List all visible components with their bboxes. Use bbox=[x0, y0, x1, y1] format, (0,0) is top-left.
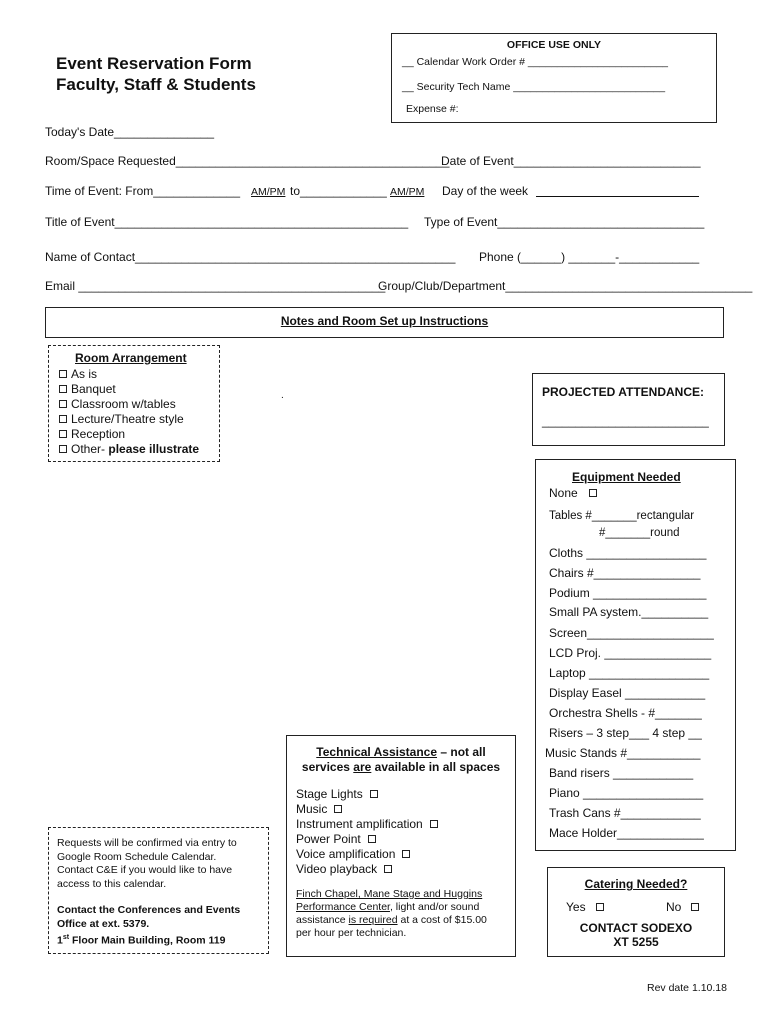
todays-date-field[interactable]: Today's Date_______________ bbox=[45, 125, 215, 139]
tech-power-point[interactable]: Power Point bbox=[296, 832, 442, 847]
room-arrangement-heading: Room Arrangement bbox=[75, 351, 187, 365]
tech-video-playback[interactable]: Video playback bbox=[296, 862, 442, 877]
catering-heading: Catering Needed? bbox=[584, 877, 688, 891]
room-space-field[interactable]: Room/Space Requested_________________________________________ bbox=[45, 154, 450, 168]
checkbox-icon[interactable] bbox=[384, 865, 392, 873]
requests-contact: Contact the Conferences and Events Office at ext. 5379. 1st Floor Main Building, Room 119 bbox=[57, 904, 241, 947]
technical-subheading: services are available in all spaces bbox=[301, 760, 501, 774]
attendance-heading: PROJECTED ATTENDANCE: bbox=[542, 385, 705, 399]
attendance-box[interactable] bbox=[532, 373, 725, 446]
technical-note: Finch Chapel, Mane Stage and Huggins Performance Center, light and/or sound assistance is required at a cost of $15.00 per hour per technician. bbox=[296, 888, 487, 939]
office-row-calendar: __ Calendar Work Order # ________________________ bbox=[402, 56, 669, 68]
arrangement-reception[interactable]: Reception bbox=[57, 427, 199, 442]
equipment-item[interactable]: Mace Holder_____________ bbox=[549, 826, 704, 840]
tech-music[interactable]: Music bbox=[296, 802, 442, 817]
checkbox-icon[interactable] bbox=[368, 835, 376, 843]
catering-no[interactable]: No bbox=[666, 900, 703, 914]
technical-heading: Technical Assistance – not all bbox=[316, 745, 486, 759]
room-arrangement-list bbox=[57, 367, 199, 457]
type-of-event-field[interactable]: Type of Event_______________________________ bbox=[424, 215, 705, 229]
equipment-tables-rect[interactable]: Tables #_______rectangular bbox=[549, 510, 695, 522]
stray-mark: . bbox=[281, 390, 284, 401]
arrangement-lecture[interactable]: Lecture/Theatre style bbox=[57, 412, 199, 427]
checkbox-icon[interactable] bbox=[402, 850, 410, 858]
equipment-item[interactable]: Trash Cans #____________ bbox=[549, 806, 701, 820]
phone-field[interactable]: Phone (______) _______-____________ bbox=[479, 250, 700, 264]
notes-box[interactable] bbox=[45, 307, 724, 338]
rev-date: Rev date 1.10.18 bbox=[647, 982, 727, 994]
tech-instrument-amp[interactable]: Instrument amplification bbox=[296, 817, 442, 832]
equipment-item[interactable]: Chairs #________________ bbox=[549, 566, 701, 580]
requests-text: Requests will be confirmed via entry to Google Room Schedule Calendar. Contact C&E if you would like to have access to this calendar. bbox=[57, 837, 237, 890]
equipment-item[interactable]: Laptop __________________ bbox=[549, 666, 710, 680]
catering-box bbox=[547, 867, 725, 957]
arrangement-other[interactable]: Other- please illustrate bbox=[57, 442, 199, 457]
equipment-item[interactable]: Music Stands #___________ bbox=[545, 746, 701, 760]
technical-list bbox=[296, 787, 442, 877]
ampm-2: AM/PM bbox=[390, 186, 425, 198]
equipment-tables-round[interactable]: #_______round bbox=[599, 527, 680, 539]
checkbox-icon[interactable] bbox=[370, 790, 378, 798]
email-field[interactable]: Email ______________________________________________ bbox=[45, 279, 386, 293]
office-use-box bbox=[391, 33, 717, 123]
name-of-contact-field[interactable]: Name of Contact________________________________________________ bbox=[45, 250, 456, 264]
room-arrangement-box bbox=[48, 345, 220, 462]
equipment-item[interactable]: Cloths __________________ bbox=[549, 546, 707, 560]
equipment-item[interactable]: Risers – 3 step___ 4 step __ bbox=[549, 726, 702, 740]
equipment-item[interactable]: Podium _________________ bbox=[549, 586, 707, 600]
time-from-field[interactable]: Time of Event: From_____________ bbox=[45, 184, 241, 198]
checkbox-icon[interactable] bbox=[59, 445, 67, 453]
equipment-item[interactable]: Orchestra Shells - #_______ bbox=[549, 706, 702, 720]
equipment-item[interactable]: Display Easel ____________ bbox=[549, 686, 706, 700]
equipment-item[interactable]: LCD Proj. ________________ bbox=[549, 646, 712, 660]
catering-yes[interactable]: Yes bbox=[566, 900, 608, 914]
equipment-item[interactable]: Piano __________________ bbox=[549, 786, 704, 800]
equipment-item[interactable]: Small PA system.__________ bbox=[549, 605, 709, 619]
day-of-week-label: Day of the week bbox=[442, 184, 529, 198]
group-field[interactable]: Group/Club/Department_____________________________________ bbox=[378, 279, 753, 293]
checkbox-icon[interactable] bbox=[334, 805, 342, 813]
checkbox-icon[interactable] bbox=[59, 415, 67, 423]
catering-contact: CONTACT SODEXO bbox=[579, 921, 693, 935]
equipment-item[interactable]: Screen___________________ bbox=[549, 626, 714, 640]
requests-box bbox=[48, 827, 269, 954]
arrangement-banquet[interactable]: Banquet bbox=[57, 382, 199, 397]
technical-box bbox=[286, 735, 516, 957]
checkbox-icon[interactable] bbox=[59, 385, 67, 393]
equipment-heading: Equipment Needed bbox=[572, 470, 681, 484]
tech-voice-amp[interactable]: Voice amplification bbox=[296, 847, 442, 862]
checkbox-icon[interactable] bbox=[589, 489, 597, 497]
checkbox-icon[interactable] bbox=[59, 400, 67, 408]
office-row-expense: Expense #: bbox=[406, 103, 459, 115]
checkbox-icon[interactable] bbox=[59, 430, 67, 438]
attendance-line[interactable]: _________________________ bbox=[542, 414, 709, 428]
catering-extension: XT 5255 bbox=[613, 935, 659, 949]
notes-heading: Notes and Room Set up Instructions bbox=[280, 314, 489, 328]
checkbox-icon[interactable] bbox=[691, 903, 699, 911]
form-title: Event Reservation Form bbox=[56, 54, 252, 73]
tech-stage-lights[interactable]: Stage Lights bbox=[296, 787, 442, 802]
equipment-none[interactable]: None bbox=[549, 486, 601, 500]
checkbox-icon[interactable] bbox=[596, 903, 604, 911]
arrangement-as-is[interactable]: As is bbox=[57, 367, 199, 382]
checkbox-icon[interactable] bbox=[430, 820, 438, 828]
office-use-heading: OFFICE USE ONLY bbox=[506, 39, 602, 51]
equipment-item[interactable]: Band risers ____________ bbox=[549, 766, 694, 780]
ampm-1: AM/PM bbox=[251, 186, 286, 198]
checkbox-icon[interactable] bbox=[59, 370, 67, 378]
form-subtitle: Faculty, Staff & Students bbox=[56, 75, 256, 94]
office-row-security: __ Security Tech Name __________________________ bbox=[402, 81, 666, 93]
day-of-week-line[interactable] bbox=[536, 196, 699, 197]
arrangement-classroom[interactable]: Classroom w/tables bbox=[57, 397, 199, 412]
date-of-event-field[interactable]: Date of Event____________________________ bbox=[441, 154, 701, 168]
title-of-event-field[interactable]: Title of Event____________________________________________ bbox=[45, 215, 409, 229]
time-to-field[interactable]: to_____________ bbox=[290, 184, 387, 198]
